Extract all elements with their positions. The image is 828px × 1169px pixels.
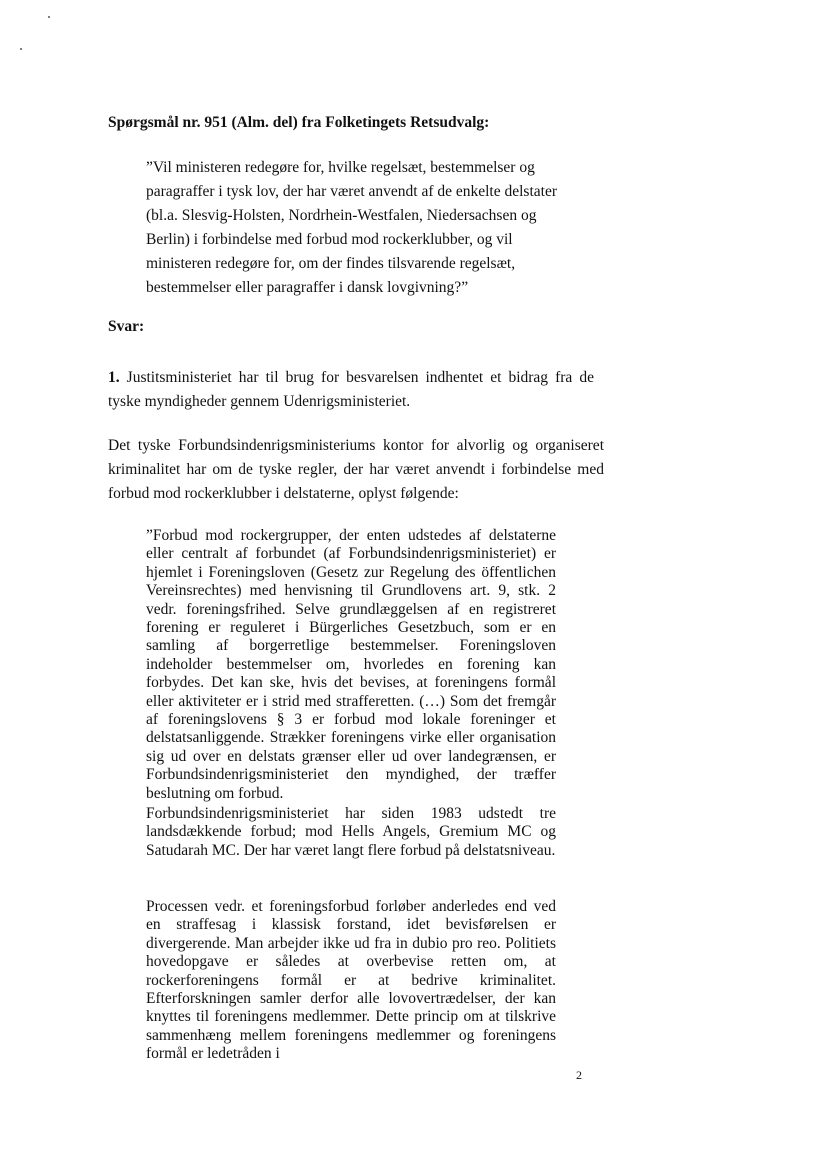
scan-speck [48, 16, 50, 18]
answer-paragraph-2: Det tyske Forbundsindenrigsministeriums kontor for alvorlig og organiseret kriminalitet har om de tyske regler, der har været anvendt i forbindelse med forbud mod rockerklubber i delstaterne, oplyst følgende: [108, 437, 604, 502]
scan-speck [20, 48, 22, 50]
answer-paragraph-1 [108, 366, 594, 414]
answer-label: Svar: [108, 318, 145, 335]
paragraph-1-text: Justitsministeriet har til brug for besvarelsen indhentet et bidrag fra de tyske myndigheder gennem Udenrigsministeriet. [108, 369, 594, 410]
paragraph-number: 1. [108, 369, 120, 386]
question-text: ”Vil ministeren redegøre for, hvilke regelsæt, bestemmelser og paragraffer i tysk lov, der har været anvendt af de enkelte delstater (bl.a. Slesvig-Holsten, Nordrhein-Westfalen, Niedersachsen og Berlin) i forbindelse med forbud mod rockerklubber, og vil ministeren redegøre for, om der findes tilsvarende regelsæt, bestemmelser eller paragraffer i dansk lovgivning?” [146, 159, 557, 296]
quote-paragraph-3: Processen vedr. et foreningsforbud forløber anderledes end ved en straffesag i klassisk forstand, idet bevisførelsen er divergerende. Man arbejder ikke ud fra in dubio pro reo. Politiets hovedopgave er således at overbevise retten om, at rockerforeningens formål er at bedrive kriminalitet. Efterforskningen samler derfor alle lovovertrædelser, der kan knyttes til foreningens medlemmer. Dette princip om at tilskrive sammenhæng mellem foreningens medlemmer og foreningens formål er ledetråden i [146, 898, 556, 1063]
page-number: 2 [576, 1068, 582, 1082]
question-heading: Spørgsmål nr. 951 (Alm. del) fra Folketingets Retsudvalg: [108, 114, 490, 131]
quote-paragraph-1: ”Forbud mod rockergrupper, der enten udstedes af delstaterne eller centralt af forbundet (af Forbundsindenrigsministeriet) er hjemlet i Foreningsloven (Gesetz zur Regelung des öffentlichen Vereinsrechtes) med henvisning til Grundlovens art. 9, stk. 2 vedr. foreningsfrihed. Selve grundlæggelsen af en registreret forening er reguleret i Bürgerliches Gesetzbuch, som er en samling af borgerretlige bestemmelser. Foreningsloven indeholder bestemmelser om, hvorledes en forening kan forbydes. Det kan ske, hvis det bevises, at foreningens formål eller aktiviteter er i strid med strafferetten. (…) Som det fremgår af foreningslovens § 3 er forbud mod lokale foreninger et delstatsanliggende. Strækker foreningens virke eller organisation sig ud over en delstats grænser eller ud over landegrænsen, er Forbundsindenrigsministeriet den myndighed, der træffer beslutning om forbud. [146, 527, 556, 802]
quote-paragraph-2: Forbundsindenrigsministeriet har siden 1983 udstedt tre landsdækkende forbud; mod Hells Angels, Gremium MC og Satudarah MC. Der har været langt flere forbud på delstatsniveau. [146, 805, 556, 859]
